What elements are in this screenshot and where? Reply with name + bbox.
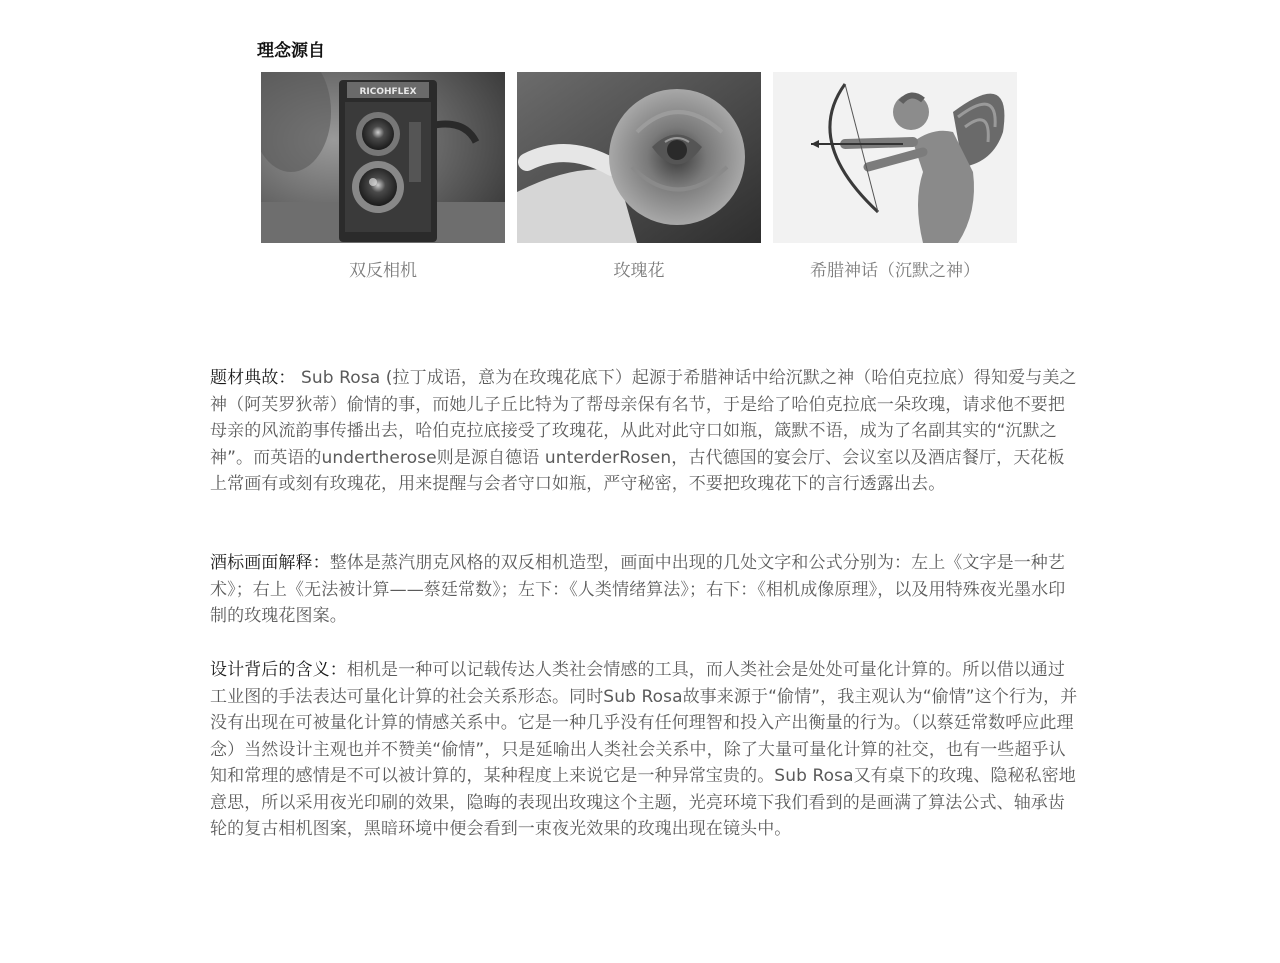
paragraph-body: 相机是一种可以记载传达人类社会情感的工具，而人类社会是处处可量化计算的。所以借以通过工业图的手法表达可量化计算的社会关系形态。同时Sub Rosa故事来源于“偷情”，我主观认为“偷情”这个行为，并没有出现在可被量化计算的情感关系中。它是一种几乎没有任何理智和投入产出衡量的行为。（以蔡廷常数呼应此理念）当然设计主观也并不赞美“偷情”，只是延喻出人类社会关系中，除了大量可量化计算的社交，也有一些超乎认知和常理的感情是不可以被计算的，某种程度上来说它是一种异常宝贵的。Sub Rosa又有桌下的玫瑰、隐秘私密地意思，所以采用夜光印刷的效果，隐晦的表现出玫瑰这个主题，光亮环境下我们看到的是画满了算法公式、轴承齿轮的复古相机图案，黑暗环境中便会看到一束夜光效果的玫瑰出现在镜头中。 bbox=[210, 660, 1078, 839]
figure-caption: 希腊神话（沉默之神） bbox=[810, 261, 980, 281]
paragraph-lead: 题材典故： bbox=[210, 368, 296, 388]
figure-rose bbox=[517, 72, 761, 281]
twin-lens-reflex-camera-photo bbox=[261, 72, 505, 243]
figure-caption: 双反相机 bbox=[349, 261, 417, 281]
paragraph-story-origin bbox=[210, 365, 1078, 498]
figure-camera bbox=[261, 72, 505, 281]
rose-photo bbox=[517, 72, 761, 243]
figure-caption: 玫瑰花 bbox=[613, 261, 665, 281]
paragraph-lead: 酒标画面解释： bbox=[210, 553, 330, 573]
figure-cupid bbox=[773, 72, 1017, 281]
paragraph-label-explanation bbox=[210, 550, 1078, 630]
camera-brand-text: RICOHFLEX bbox=[359, 87, 417, 97]
cupid-statue-photo bbox=[773, 72, 1017, 243]
paragraph-design-meaning bbox=[210, 657, 1078, 843]
paragraph-lead: 设计背后的含义： bbox=[210, 660, 347, 680]
section-title: 理念源自 bbox=[257, 41, 325, 61]
paragraph-body: Sub Rosa (拉丁成语，意为在玫瑰花底下）起源于希腊神话中给沉默之神（哈伯克拉底）得知爱与美之神（阿芙罗狄蒂）偷情的事，而她儿子丘比特为了帮母亲保有名节，于是给了哈伯克拉底一朵玫瑰，请求他不要把母亲的风流韵事传播出去，哈伯克拉底接受了玫瑰花，从此对此守口如瓶，箴默不语，成为了名副其实的“沉默之神”。而英语的undertherose则是源自德语 unterderRosen，古代德国的宴会厅、会议室以及酒店餐厅，天花板上常画有或刻有玫瑰花，用来提醒与会者守口如瓶，严守秘密，不要把玫瑰花下的言行透露出去。 bbox=[210, 368, 1077, 494]
paragraph-body: 整体是蒸汽朋克风格的双反相机造型，画面中出现的几处文字和公式分别为：左上《文字是一种艺术》；右上《无法被计算——蔡廷常数》；左下：《人类情绪算法》；右下：《相机成像原理》，以及用特殊夜光墨水印制的玫瑰花图案。 bbox=[210, 553, 1066, 626]
